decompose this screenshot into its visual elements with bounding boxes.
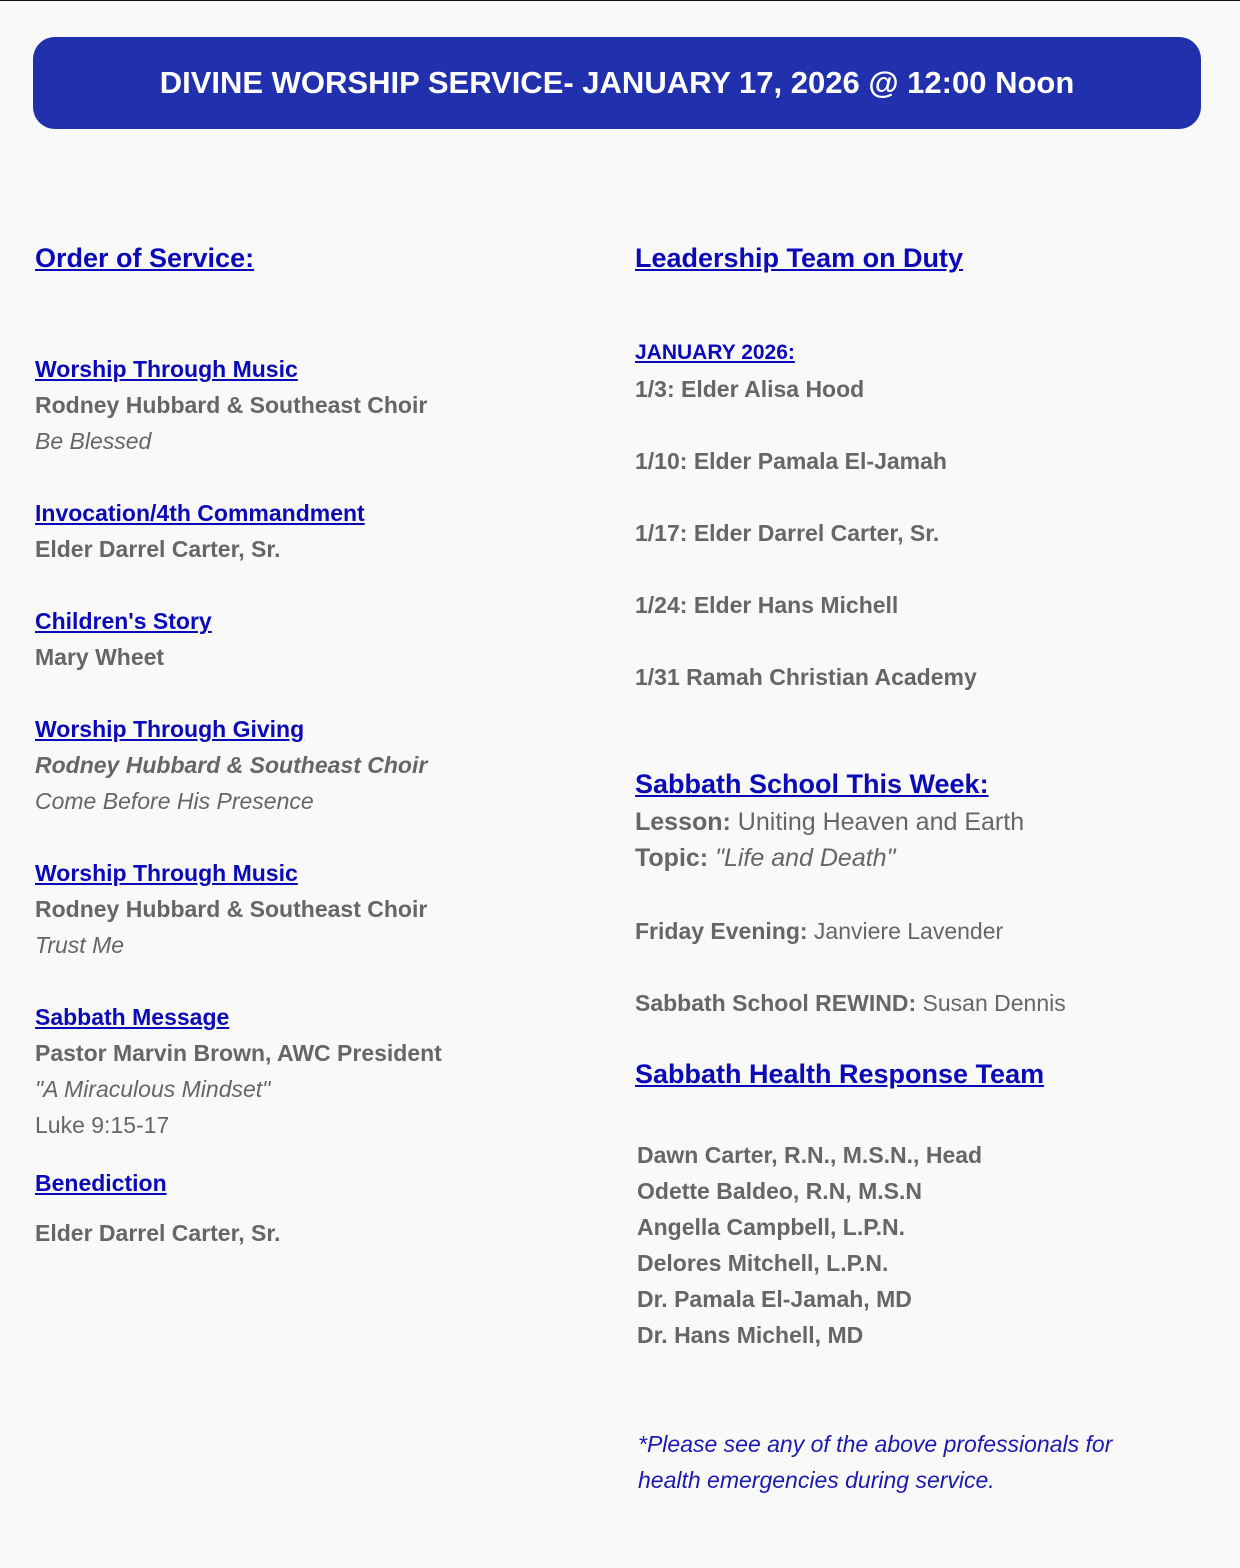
- health-member: Odette Baldeo, R.N, M.S.N: [637, 1178, 922, 1204]
- topic-value: "Life and Death": [708, 844, 896, 872]
- order-item-scripture: Luke 9:15-17: [35, 1112, 170, 1138]
- sabbath-school-heading[interactable]: Sabbath School This Week:: [635, 769, 989, 799]
- rewind-label: Sabbath School REWIND:: [635, 990, 917, 1016]
- leadership-entry: 1/17: Elder Darrel Carter, Sr.: [635, 520, 940, 546]
- health-member: Dawn Carter, R.N., M.S.N., Head: [637, 1142, 983, 1168]
- service-banner: [33, 37, 1201, 129]
- order-item-sermon-title: "A Miraculous Mindset": [35, 1076, 271, 1102]
- friday-evening-label: Friday Evening:: [635, 918, 808, 944]
- leadership-heading[interactable]: Leadership Team on Duty: [635, 243, 964, 273]
- rewind-value: Susan Dennis: [916, 990, 1066, 1016]
- rewind-line: [635, 990, 1066, 1017]
- leadership-entry: 1/10: Elder Pamala El-Jamah: [635, 448, 947, 474]
- order-item-person: Rodney Hubbard & Southeast Choir: [35, 896, 428, 922]
- order-item-title[interactable]: Benediction: [35, 1170, 167, 1196]
- order-item-person: Rodney Hubbard & Southeast Choir: [35, 392, 428, 418]
- order-item-person: Elder Darrel Carter, Sr.: [35, 1220, 281, 1246]
- order-item-person: Pastor Marvin Brown, AWC President: [35, 1040, 442, 1066]
- topic-line: [635, 844, 895, 873]
- health-member: Dr. Hans Michell, MD: [637, 1322, 864, 1348]
- health-member: Angella Campbell, L.P.N.: [637, 1214, 905, 1240]
- order-item-title[interactable]: Worship Through Giving: [35, 716, 305, 742]
- leadership-month[interactable]: JANUARY 2026:: [635, 341, 795, 364]
- lesson-value: Uniting Heaven and Earth: [730, 808, 1025, 836]
- topic-label: Topic:: [635, 844, 709, 872]
- order-item-song: Come Before His Presence: [35, 788, 314, 814]
- health-member: Dr. Pamala El-Jamah, MD: [637, 1286, 912, 1312]
- friday-evening-line: [635, 918, 1003, 945]
- order-item-title[interactable]: Invocation/4th Commandment: [35, 500, 365, 526]
- order-item-title[interactable]: Children's Story: [35, 608, 212, 634]
- order-item-song: Trust Me: [35, 932, 125, 958]
- lesson-label: Lesson:: [635, 808, 731, 836]
- order-item-person: Mary Wheet: [35, 644, 165, 670]
- leadership-entry: 1/31 Ramah Christian Academy: [635, 664, 977, 690]
- health-team-heading[interactable]: Sabbath Health Response Team: [635, 1059, 1045, 1089]
- health-member: Delores Mitchell, L.P.N.: [637, 1250, 889, 1276]
- order-item-person: Rodney Hubbard & Southeast Choir: [35, 752, 428, 778]
- friday-evening-value: Janviere Lavender: [807, 918, 1004, 944]
- lesson-line: [635, 808, 1024, 837]
- order-item-title[interactable]: Sabbath Message: [35, 1004, 230, 1030]
- order-heading[interactable]: Order of Service:: [35, 243, 255, 273]
- leadership-entry: 1/3: Elder Alisa Hood: [635, 376, 865, 402]
- order-item-title[interactable]: Worship Through Music: [35, 860, 298, 886]
- health-note: *Please see any of the above professionals for health emergencies during service.: [638, 1431, 1113, 1493]
- order-item-person: Elder Darrel Carter, Sr.: [35, 536, 281, 562]
- order-item-song: Be Blessed: [35, 428, 152, 454]
- banner-title: DIVINE WORSHIP SERVICE- JANUARY 17, 2026 @ 12:00 Noon: [159, 65, 1075, 100]
- leadership-entry: 1/24: Elder Hans Michell: [635, 592, 899, 618]
- order-item-title[interactable]: Worship Through Music: [35, 356, 298, 382]
